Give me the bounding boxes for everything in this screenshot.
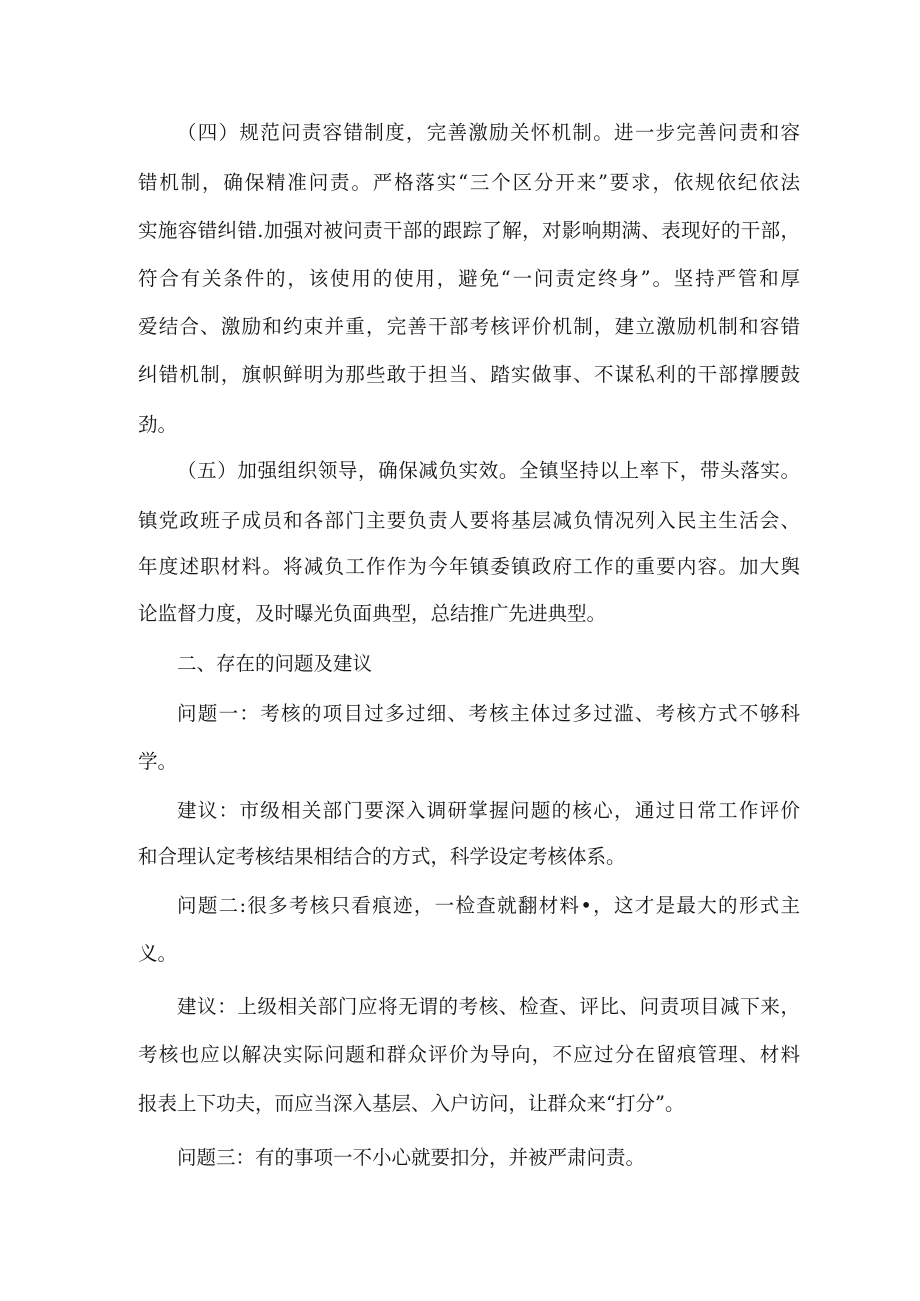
paragraph-line: （五）加强组织领导，确保减负实效。全镇坚持以上率下，带头落实。: [177, 459, 800, 482]
paragraph-line: 问题二:很多考核只看痕迹，一检查就翻材料•，这才是最大的形式主: [177, 894, 800, 917]
paragraph-line: 错机制，确保精准问责。严格落实“三个区分开来”要求，依规依纪依法: [138, 171, 800, 194]
paragraph-line: 实施容错纠错.加强对被问责干部的跟踪了解，对影响期满、表现好的干部，: [138, 219, 800, 242]
paragraph-line: 报表上下功夫，而应当深入基层、入户访问，让群众来“打分”。: [138, 1092, 685, 1115]
paragraph-line: （四）规范问责容错制度，完善激励关怀机制。进一步完善问责和容: [177, 121, 800, 144]
paragraph-line: 考核也应以解决实际问题和群众评价为导向，不应过分在留痕管理、材料: [138, 1043, 800, 1066]
paragraph-line: 和合理认定考核结果相结合的方式，科学设定考核体系。: [138, 845, 626, 868]
paragraph-line: 符合有关条件的，该使用的使用，避免“一问责定终身”。坚持严管和厚: [138, 267, 800, 290]
paragraph-line: 学。: [138, 750, 178, 773]
paragraph-line: 年度述职材料。将减负工作作为今年镇委镇政府工作的重要内容。加大舆: [138, 555, 800, 578]
paragraph-line: 镇党政班子成员和各部门主要负责人要将基层减负情况列入民主生活会、: [138, 509, 800, 532]
paragraph-line: 劲。: [138, 413, 178, 436]
paragraph-line: 建议：上级相关部门应将无谓的考核、检查、评比、问责项目减下来，: [177, 995, 800, 1018]
section-heading-text: 二、存在的问题及建议: [177, 652, 373, 675]
paragraph-line: 纠错机制，旗帜鲜明为那些敢于担当、踏实做事、不谋私利的干部撑腰鼓: [138, 363, 800, 386]
paragraph-line: 爱结合、激励和约束并重，完善干部考核评价机制，建立激励机制和容错: [138, 315, 800, 338]
paragraph-line: 义。: [138, 942, 178, 965]
paragraph-line: 论监督力度，及时曝光负面典型，总结推广先进典型。: [138, 602, 607, 625]
paragraph-line: 建议：市级相关部门要深入调研掌握问题的核心，通过日常工作评价: [177, 799, 800, 822]
paragraph-line: 问题一：考核的项目过多过细、考核主体过多过滥、考核方式不够科: [177, 702, 800, 725]
paragraph-line: 问题三：有的事项一不小心就要扣分，并被严肃问责。: [177, 1146, 646, 1169]
